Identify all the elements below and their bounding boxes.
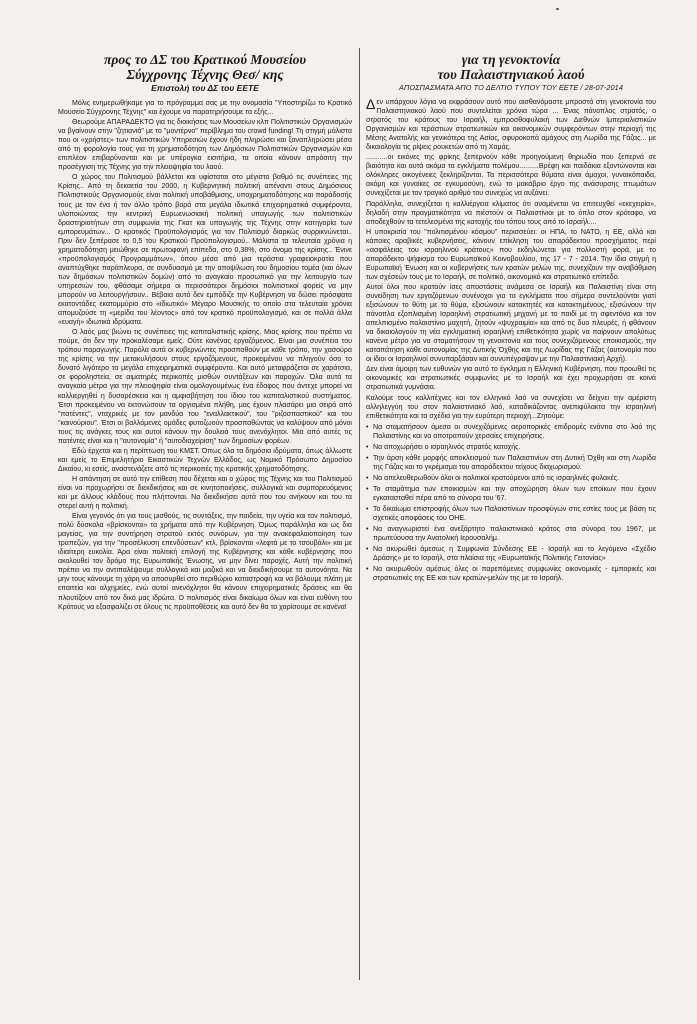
demand-item: • Την άρση κάθε μορφής αποκλεισμού των Παλαιστινίων στη Δυτική Όχθη και στη Λωρίδα της Γάζας και το γκρέμισμα του απαράδεκτου τείχους διαχωρισμού. bbox=[366, 454, 656, 472]
demand-item: • Να αναγνωριστεί ένα ανεξάρτητο παλαιστινιακό κράτος στα σύνορα του 1967, με πρωτεύουσα την Ανατολική Ιερουσαλήμ. bbox=[366, 525, 656, 543]
left-paragraph-3: Ο χώρος του Πολιτισμού βάλλεται και υφίσταται στο μέγιστο βαθμό τις συνέπειες της Κρίσης.. Από τη δεκαετία του 2000, η Κυβερνητική πολιτική απέναντι στους Δημόσιους Πολιτιστικούς Οργανισμούς είναι πολιτική υποβάθμισης, υποχρηματοδότησης και παράδοσής τους με τον ένα ή τον άλλο τρόπο βορά στα μεγάλα ιδιωτικά επιχειρηματικά συμφέροντα, υλοποιώντας την κεντρική Ευρωενωσιακή πολιτική υπαγωγής των πολιτιστικών δραστηριοτήτων στη συμφωνία της Γκατ και υπαγωγής της Τέχνης στην κατηγορία των εμπορευμάτων... Ο κρατικός Προϋπολογισμός για τον Πολιτισμό διαρκώς συρρικνώνεται.. Πριν δεν ξεπέρασε το 0,5 του Κρατικού Προϋπολογισμού.. Μάλιστα τα τελευταία χρόνια η χρηματοδότηση μειώθηκε σε πρωτοφανή επίπεδα, στο 0,38%, στο όνομα της κρίσης.. Ένινε «προϋπολογισμός Προγραμμάτων», όπου μέσα από μια τεράστια γραφειοκρατία που αναπτύχθηκε παράπλευρα, σε συνδυασμό με την αποψίλωση του δημοσίου τομέα (και όλων των δημόσιων πολιτιστικών δομών) από το αναγκαίο προσωπικό για την λειτουργία των υπηρεσιών του, φθάσαμε σήμερα οι περισσότεροι δημόσιοι πολιτιστικοί φορείς να μην μπορούν να λειτουργήσουν.. Βέβαια αυτό δεν εμπόδιζε την Κυβέρνηση να δώσει πρόσφατα εκατοντάδες εκατομμύρια στο «ιδιωτικό» Μέγαρο Μουσικής το οποίο στα τελευταία χρόνια απομυζούσε τη «μερίδα του λέοντος» από τον κρατικό προϋπολογισμό, και σε πολλά άλλα «ευαγή» ιδιωτικά ιδρύματα. bbox=[58, 174, 352, 327]
demands-list bbox=[366, 423, 656, 584]
left-article-title bbox=[58, 52, 352, 82]
right-paragraph-6: Δεν είναι άμοιρη των ευθυνών για αυτό το έγκλημα η Ελληνική Κυβέρνηση, που προωθεί τις οικονομικές και στρατιωτικές συμφωνίες με το Ισραήλ και έχει προχωρήσει σε κοινά στρατιωτικά γυμνάσια. bbox=[366, 366, 656, 392]
left-paragraph-4: Ο λαός μας βιώνει τις συνέπειες της καπιταλιστικής κρίσης. Μιας κρίσης που πρέπει να πούμε, ότι δεν την προκαλέσαμε εμείς. Ούτε κανένας εργαζόμενος. Είναι μια συνέπεια του τρόπου παραγωγής. Παρόλα αυτά οι κυβερνώντες προσπαθούν με κάθε τρόπο, την χασούρα της κρίσης να την μετακυλήσουν στους εργαζόμενους, προκειμένου να πληγούν όσο το δυνατό λιγότερο τα μεγάλα επιχειρηματικά συμφέροντα. Και αυτό μεταφράζεται σε χαράτσια, σε φοροληστεία, σε αιματηρές περικοπές μισθών συντάξεων και παροχών. Όλα αυτά τα αναγκαία μέτρα για την πλειοψηφία είναι ομολογουμένως ένα έδαφος που άντεχε μπορεί να καλλιεργηθεί η δυσαρέσκεια και η αμφισβήτηση του ίδιου του καπιταλιστικού συστήματος. Έτσι προκειμένου να εκτονώσουν τα οργισμένα πλήθη, μας έχουν πλασάρει μια σειρά από "πατέντες", νταχρικές με τον μανδύα του "εναλλακτικού", του "ριζοσπαστικού" και του "καινούριου". Έτσι οι βαλλόμενες ομάδες φυτοζωούν προσπαθώντας να καλύψουν από μόνοι τους τις ανάγκες τους και αυτοί κάνουν την δουλειά τους ανενόχλητοι. Μια από αυτές τις πατέντες είναι και η "αυτονομία" ή "αυτοδιαχείριση" των δημοσίων φορέων. bbox=[58, 329, 352, 445]
left-article-subtitle: Επιστολή του ΔΣ του ΕΕΤΕ bbox=[151, 83, 259, 93]
right-article-title bbox=[366, 52, 656, 82]
left-article bbox=[58, 52, 352, 613]
right-article-body bbox=[366, 98, 656, 583]
right-title-line-2: του Παλαιστηνιακού λαού bbox=[437, 67, 585, 82]
left-paragraph-7: Είναι γεγονός ότι για τους μισθούς, τις συντάξεις, την παιδεία, την υγεία και τον πολιτισμό, πολύ δύσκολα «βρίσκονται» τα χρήματα από την Κυβέρνηση. Όμως παράλληλα και ως δια μαγείας, για την συντήρηση στρατού εκτός συνόρων, για την ανακεφαλαιοποίηση των τραπεζών, για την "προσέλκυση επενδύσεων" κτλ, βρίσκονται «λεφτά με το τσουβάλι» και με ιδιαίτερη ευκολία. Άρα είναι πολιτική επιλογή της Κυβέρνησης και κάθε κυβέρνησης που ακολουθεί τον δρόμο της Ευρωπαϊκής Ένωσης, να μην δίνει παροχές. Αυτή την πολιτική πρέπει να την αντιπαλέψουμε συλλογικά και μαζικά και να διεκδικήσουμε τα αυτονόητα. Να μην τους κάνουμε τη χάρη να αποσυρθεί στο περιθώριο καταστροφή και να βάλουμε πλάτη με επαιτεία και αλχημείες, ενώ αυτοί ανενόχλητοι θα κάνουν επιχειρηματικές δράσεις και θα πλουτίζουν από τον δικό μας ιδρώτα. Ο πολιτισμός είναι δικαίωμα όλων και είναι ευθύνη του Κράτους να εξασφαλίζει σε όλους τις προϋποθέσεις και αυτό δεν θα το χαρίσουμε σε κανένα! bbox=[58, 513, 352, 611]
demand-item: • Να ακυρωθούν αμέσως όλες οι παρεπόμενες συμφωνίες οικονομικές - εμπορικές και στρατιωτικές της ΕΕ και των κρατών-μελών της με το Ισραήλ. bbox=[366, 565, 656, 583]
left-paragraph-1: Μόλις ενημερωθήκαμε για το πρόγραμμα σας με την ονομασία "Υποστηρίζω το Κρατικό Μουσείο Σύγχρονης Τέχνης" και έχουμε να παρατηρήσουμε τα εξής... bbox=[58, 100, 352, 117]
demand-item: • Το δικαίωμα επιστροφής όλων των Παλαιστίνιων προσφύγων στις εστίες τους με βάση τις σχετικές αποφάσεις του ΟΗΕ. bbox=[366, 505, 656, 523]
right-paragraph-4: Η υποκρισία του "πολιτισμένου κόσμου" περισσεύει: οι ΗΠΑ, το ΝΑΤΟ, η ΕΕ, αλλά και κάποιες αραβικές κυβερνήσεις, κάνουν επίκληση του απαράδεκτου προσχήματος περί «ασφάλειας του ισραηλινού κράτους» που εκδηλώνεται για πολλοστή φορά, με το απαράδεκτο ψήφισμα του Ευρωπαϊκού Κοινοβουλίου, της 17 - 7 - 2014. Την ίδια στιγμή η Ευρωπαϊκή Ένωση και οι κυβερνήσεις των κρατών μελών της, συνεχίζουν την αναβάθμιση των σχέσεών τους με το Ισραήλ, σε πολιτικό, οικονομικό και στρατιωτικό επίπεδο. bbox=[366, 228, 656, 281]
left-paragraph-5: Εδώ έρχεται και η περίπτωση του ΚΜΣΤ. Όπως όλα τα δημόσια ιδρύματα, όπως άλλωστε και εμείς το Επιμελητήριο Εικαστικών Τεχνών Ελλάδος, ως Νομικό Πρόσωπο Δημοσίου Δικαίου, κι εσείς, αναστενάζετε από τις περικοπές της κρατικής χρηματοδότησης. bbox=[58, 447, 352, 473]
left-title-line-2: Σύγχρονης Τέχνης Θεσ/ κης bbox=[126, 67, 284, 82]
demand-item: • Να απελευθερωθούν όλοι οι πολιτικοί κρατούμενοι από τις ισραηλινές φυλακές. bbox=[366, 474, 656, 483]
demand-item: • Να αποχωρήσει ο ισραηλινός στρατός κατοχής. bbox=[366, 443, 656, 452]
right-article-subtitle: ΑΠΟΣΠΑΣΜΑΤΑ ΑΠΟ ΤΟ ΔΕΛΤΙΟ ΤΥΠΟΥ ΤΟΥ ΕΕΤΕ / 28-07-2014 bbox=[398, 83, 623, 92]
right-paragraph-7: Καλούμε τους καλλιτέχνες και τον ελληνικό λαό να συνεχίσει να δείχνει την αμέριστη αλληλεγγύη του στον παλαιστινιακό λαό, καταδικάζοντας ανεπιφύλακτα την ισραηλινή επιθετικότητα και τα σχέδια για την ευρύτερη περιοχή...Ζητούμε: bbox=[366, 394, 656, 420]
left-paragraph-6: Η απάντηση σε αυτό την επίθεση που δέχεται και ο χώρος της Τέχνης και του Πολιτισμού είναι να προχωρήσει σε διεκδικήσεις και σε κινητοποιήσεις, συλλογικά και συμπορευόμενος και με άλλους κλάδους που πλήττονται. Να διεκδικήσει αυτά που του ανήκουν και του τα στερεί αυτή η πολιτική. bbox=[58, 475, 352, 511]
scan-speck bbox=[556, 8, 559, 10]
column-divider bbox=[359, 48, 360, 980]
left-title-line-1: προς το ΔΣ του Κρατικού Μουσείου bbox=[103, 52, 307, 67]
demand-item: • Το σταμάτημα των εποικισμών και την αποχώρηση όλων των εποίκων που έχουν εγκατασταθεί πέρα από τα σύνορα του '67. bbox=[366, 485, 656, 503]
demand-item: • Να ακυρωθεί άμεσως η Συμφωνία Σύνδεσης ΕΕ - Ισραήλ και το λεγόμενο «Σχέδιο Δράσης» με το Ισραήλ, στα πλαίσια της «Ευρωπαϊκής Πολιτικής Γειτονίας» bbox=[366, 545, 656, 563]
demand-item: • Να σταματήσουν άμεσα οι συνεχιζόμενες αεροπορικές επιδρομές ενάντια στο λαό της Παλαιστίνης και να αποτραπούν χερσαίες επιχειρήσεις. bbox=[366, 423, 656, 441]
right-paragraph-2: ...........οι εικόνες της φρίκης ξεπερνούν κάθε προηγούμενη θηριωδία που ξεπερνά σε βιαιότητα και αυτά ακόμα τα εγκλήματα πολέμου..........Βρέφη και παιδάκια εξοντώνονται και ολόκληρες οικογένειες ξεκληρίζονται. Τα περισσότερα θύματα είναι άμαχοι, γυναικόπαιδα, ακόμη και γυναίκες σε εγκυμοσύνη, ενώ το μακάβριο έργο της ανάσυρσης πτωμάτων συνεχίζεται με τον τραγικό αριθμό του συνεχώς να αυξάνει. bbox=[366, 154, 656, 198]
right-article bbox=[366, 52, 656, 585]
right-title-line-1: για τη γενοκτονία bbox=[461, 52, 561, 67]
right-paragraph-1: Δεν υπάρχουν λόγια να εκφράσουν αυτό που αισθανόμαστε μπροστά στη γενοκτονία του Παλαιστηνιακού λαού που συντελείται χρόνια τώρα ... Ένας πάνοπλος στρατός, ο στρατός του κράτους του Ισραήλ, εμπροσθοφυλακή των Διεθνών Ιμπεριαλιστικών Οργανισμών και τεράστιων στρατιωτικών και οικονομικών συμφερόντων στην περιοχή της Μέσης Ανατολής και γενικότερα της Ασίας, σφυροκοπά αμάχους στη Λωρίδα της Γάζας... με δικαιολογία τις ρίψεις ρουκετών από τη Χαμάς. bbox=[366, 96, 656, 152]
left-article-body bbox=[58, 99, 352, 612]
right-paragraph-5: Αυτοί όλοι που κρατούν ίσες αποστάσεις ανάμεσα σε Ισραήλ και Παλαιστίνη είναι στη συνείδηση των εργαζόμενων συνένοχοι για τα εγκλήματα που σήμερα συντελούνται γιατί εξισώνουν το θύτη με το θύμα, εξισώνουν κατακτητές και κατακτημένους, εξισώνουν την πάνοπλα εξοπλισμένη Ισραηλινή στρατιωτική μηχανή με το παιδί με τη σφεντόνα και τον απελπισμένο παλαιστίνιο μαχητή, ζητούν «ψυχραιμία» και από τις δυο πλευρές, ή φθάνουν να δικαιολογούν τη νέα εγκληματική ισραηλινή επιθετικότητα χωρίς να παίρνουν απολύτως κανένα μέτρο για να σταματήσουν τη γενοκτονία και τους συνεχιζόμενους εποικισμούς, την καταπάτηση κάθε αυτονομίας της Δυτικής Όχθης και της Λωρίδας της Γάζας (αυτονομία που οι ίδιοι οι Ισραηλινοί συνυπαρξάσαν και συνυπέγραψαν με την Παλαιστινιακή Αρχή). bbox=[366, 283, 656, 364]
left-paragraph-2: Θεωρούμε ΑΠΑΡΑΔΕΚΤΟ για τις διοικήσεις των Μουσείων κλπ Πολιτιστικών Οργανισμών να βγαίνουν στην "ζητιανιά" με το "μοντέρνο" περίβλημα του crowd funding! Τη στιγμή μάλιστα που οι «χρήστες» των πολιτιστικών Υπηρεσιών έχουν ήδη πληρώσει και ξαναπληρώσει μέσα από τη φορολογία τους για τη χρηματοδότηση των Δημόσιων Πολιτιστικών Οργανισμών και επιπλέον επιβαρύνονται και με υπέρογκα εισιτήρια, τα οποία κάνουν απρόσιτη την προσέγγιση της Τέχνης για την πλειοψηφία του λαού. bbox=[58, 119, 352, 172]
right-paragraph-3: Παράλληλα, συνεχίζεται η καλλιέργεια κλίματος ότι αναμένεται να επιτευχθεί «εκεχειρία», δηλαδή στην πραγματικότητα να πιέστούν οι Παλαιστίνιοι με το όπλο στον κρόταφο, να αποδεχθούν τα τετελεσμένα της κατοχής του τόπου τους από το Ισραήλ.... bbox=[366, 200, 656, 226]
